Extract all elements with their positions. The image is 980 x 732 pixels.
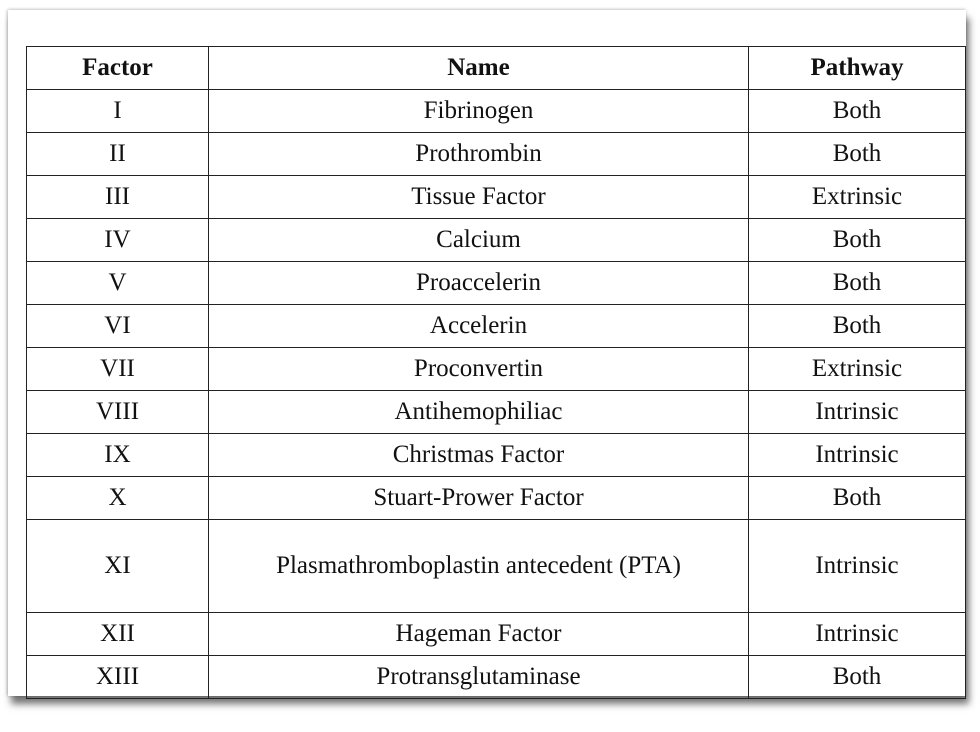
name-cell: Accelerin: [209, 305, 749, 348]
pathway-cell: Both: [749, 305, 966, 348]
table-row: [27, 305, 966, 348]
factor-cell: IV: [27, 219, 209, 262]
name-cell: Calcium: [209, 219, 749, 262]
factor-cell: II: [27, 133, 209, 176]
table-row: [27, 520, 966, 613]
table-row: [27, 391, 966, 434]
pathway-cell: Intrinsic: [749, 391, 966, 434]
header-factor: Factor: [27, 47, 209, 90]
pathway-cell: Extrinsic: [749, 176, 966, 219]
factor-cell: XI: [27, 520, 209, 613]
header-row: [27, 47, 966, 90]
header-pathway: Pathway: [749, 47, 966, 90]
table-card: [8, 10, 966, 696]
table-row: [27, 434, 966, 477]
table-row: [27, 656, 966, 699]
pathway-cell: Intrinsic: [749, 434, 966, 477]
table-row: [27, 262, 966, 305]
header-name: Name: [209, 47, 749, 90]
pathway-cell: Both: [749, 656, 966, 699]
pathway-cell: Extrinsic: [749, 348, 966, 391]
factor-cell: X: [27, 477, 209, 520]
name-cell: Antihemophiliac: [209, 391, 749, 434]
pathway-cell: Intrinsic: [749, 520, 966, 613]
factor-cell: XII: [27, 613, 209, 656]
name-cell: Plasmathromboplastin antecedent (PTA): [209, 520, 749, 613]
name-cell: Tissue Factor: [209, 176, 749, 219]
table-row: [27, 90, 966, 133]
factor-cell: VI: [27, 305, 209, 348]
name-cell: Hageman Factor: [209, 613, 749, 656]
pathway-cell: Both: [749, 219, 966, 262]
table-row: [27, 176, 966, 219]
table-row: [27, 133, 966, 176]
name-cell: Protransglutaminase: [209, 656, 749, 699]
pathway-cell: Both: [749, 133, 966, 176]
pathway-cell: Both: [749, 90, 966, 133]
name-cell: Christmas Factor: [209, 434, 749, 477]
factor-cell: XIII: [27, 656, 209, 699]
pathway-cell: Intrinsic: [749, 613, 966, 656]
table-row: [27, 219, 966, 262]
factor-cell: III: [27, 176, 209, 219]
name-cell: Proconvertin: [209, 348, 749, 391]
factor-cell: VIII: [27, 391, 209, 434]
pathway-cell: Both: [749, 477, 966, 520]
name-cell: Prothrombin: [209, 133, 749, 176]
factor-cell: VII: [27, 348, 209, 391]
factor-cell: IX: [27, 434, 209, 477]
factor-cell: V: [27, 262, 209, 305]
table-row: [27, 613, 966, 656]
pathway-cell: Both: [749, 262, 966, 305]
coagulation-factors-table: [26, 46, 966, 699]
table-row: [27, 348, 966, 391]
name-cell: Proaccelerin: [209, 262, 749, 305]
name-cell: Fibrinogen: [209, 90, 749, 133]
factor-cell: I: [27, 90, 209, 133]
table-row: [27, 477, 966, 520]
name-cell: Stuart-Prower Factor: [209, 477, 749, 520]
